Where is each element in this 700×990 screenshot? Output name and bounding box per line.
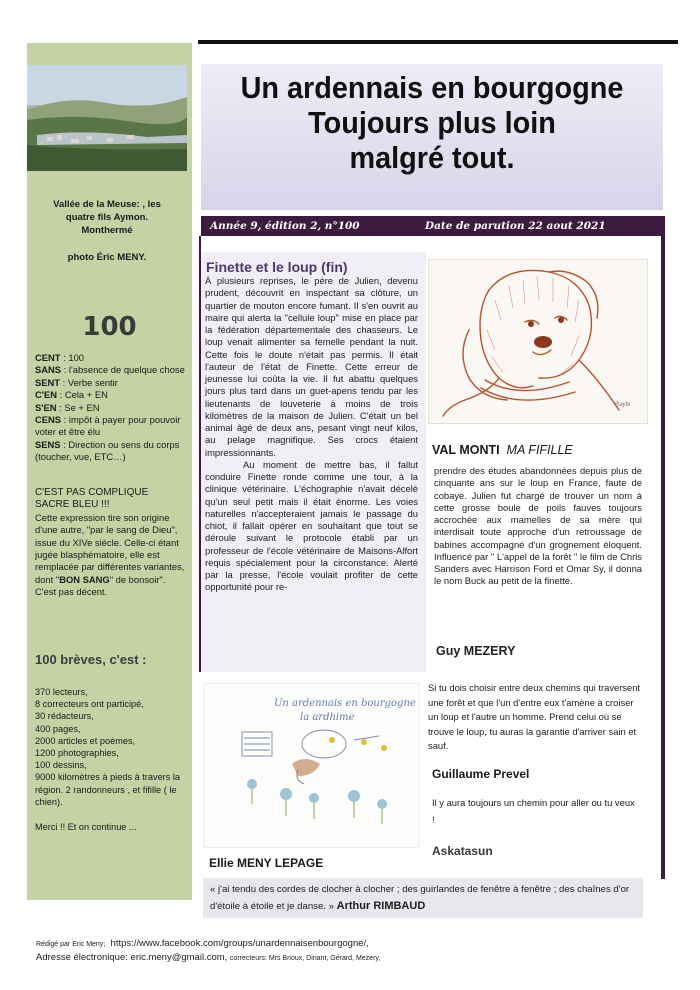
expression-note — [35, 487, 185, 599]
definition-sep: : — [61, 414, 69, 426]
definition-sep: : — [60, 352, 69, 363]
article-title: Finette et le loup (fin) — [206, 259, 348, 275]
definition-term: C'EN — [35, 389, 58, 401]
rimbaud-text: « j'ai tendu des cordes de clocher à clocher ; des guirlandes de fenêtre à fenêtre ; des chaînes d'or d'étoile à étoile et je danse. » — [210, 884, 630, 912]
valmonti-body: prendre des études abandonnées depuis plus de cinquante ans sur le loup en France, faute de cobaye. Julien fut chargé de trouver un nom à cette grosse boule de poils fauves toujours accrochée aux mamelles de sa mère qui interdisait toute approche d'un retroussage de babines accompagné d'un grognement éloquent. Influencé par " L'appel de la forêt " le film de Chris Sanders avec Harrison Ford et Omar Sy, il donna le nom Buck au petit de la finette. — [434, 465, 642, 587]
title-line: Un ardennais en bourgogne — [240, 70, 624, 105]
footer-label: Rédigé par Eric Meny; — [36, 941, 106, 948]
definition-text: Direction ou sens du corps (toucher, vue, ETC…) — [35, 438, 180, 463]
page-title — [217, 70, 647, 175]
definition-text: 100 — [68, 352, 85, 363]
definition-item — [35, 389, 185, 401]
article-paragraph: À plusieurs reprises, le père de Julien, devenu prudent, découvrit en inspectant sa clôture, un quartier de mouton encore fumant. Il s'en ouvrit au maire qui alerta la "cellule loup" mise en place par la fédération départementale des chasseurs. Le loup venait alimenter sa femelle pendant la nuit. Cette fois le doute n'était pas permis. Il était l'auteur de l'état de Finette. Cette erreur de jeunesse lui coûta la vie. Il fut abattu quelques jours plus tard dans un guet-apens tendu par les lieutenants de louveterie à moins de trois kilomètres de la maison de Julien. C'était un bel animal âgé de deux ans, pesant vingt neuf kilos, au pelage magnifique. Ses crocs étaient impressionnants. — [205, 275, 418, 458]
kid-line: Un ardennais en bourgogne — [274, 698, 416, 709]
bon-sang: BON SANG — [59, 573, 110, 585]
definition-text: Se + EN — [64, 401, 100, 413]
article-paragraph: Au moment de mettre bas, il fallut conduire Finette ronde comme une tour, à la clinique vétérinaire. L'échographie n'avait décelé qu'un seul petit mais il était énorme. Les voies naturelles n'accepteraient jamais le passage du chiot, il fallait opérer en souhaitant que tout se déroule suivant le protocole établi par un professeur de l'école vétérinaire de Maisons-Alfort requis spécialement pour la circonstance. Alerté par la presse, l'école voulait profiter de cette opportunité pour re- — [205, 458, 418, 593]
article-body — [205, 275, 418, 594]
author-prevel: Guillaume Prevel — [432, 767, 530, 781]
askatasun-signature: Askatasun — [432, 844, 493, 858]
definition-term: SANS — [35, 364, 62, 376]
rimbaud-author: Arthur RIMBAUD — [336, 900, 426, 912]
author-ellie: Ellie MENY LEPAGE — [209, 856, 324, 870]
breve-item: 9000 kilomètres à pieds à travers la région. 2 randonneurs , et fifille ( le chien). — [35, 772, 181, 807]
origin-text: Cette expression tire son origine d'une autre, "par le sang de Dieu", issue du XIVe siècle. Celle-ci étant jugée blasphématoire, elle est remplacée par différentes variantes, dont " — [35, 511, 185, 585]
definition-term: SENS — [35, 438, 61, 450]
caption-line: Monthermé — [81, 225, 133, 236]
top-rule — [198, 40, 678, 44]
valmonti-subtitle: MA FIFILLE — [506, 443, 573, 457]
definition-sep: : — [56, 401, 65, 413]
definition-sep: : — [61, 364, 69, 376]
author-guy: Guy MEZERY — [436, 644, 516, 658]
breve-item: 400 pages, — [35, 723, 81, 734]
definition-text: Verbe sentir — [67, 376, 118, 388]
definition-term: CENS — [35, 414, 62, 426]
definition-item — [35, 414, 185, 439]
definition-item — [35, 377, 185, 389]
caption-line: quatre fils Aymon. — [65, 212, 149, 223]
definition-sep: : — [60, 438, 69, 450]
chemin-line: Il y aura toujours un chemin pour aller ou tu veux ! — [432, 797, 635, 825]
kid-line: la ardhime — [300, 712, 355, 723]
definition-text: Cela + EN — [64, 389, 108, 401]
definition-item — [35, 352, 185, 364]
email-link[interactable]: eric.meny@gmail.com, — [130, 952, 228, 963]
caption-line: Vallée de la Meuse: , les — [53, 199, 161, 210]
valmonti-heading — [432, 443, 573, 457]
definitions-list — [35, 352, 185, 464]
photo-credit: photo Éric MENY. — [67, 252, 147, 263]
definition-text: l'absence de quelque chose — [68, 364, 185, 376]
correcteurs-text: correcteurs: Mrs Brioux, Dinant, Gérard, Mezery, — [229, 955, 381, 962]
origin-text-end: " de bonsoir". — [109, 573, 166, 585]
footer-line — [36, 952, 380, 963]
expression-end: C'est pas décent. — [35, 586, 108, 598]
breves-title: 100 brèves, c'est : — [35, 652, 147, 667]
definition-term: CENT — [35, 352, 61, 363]
breve-item: 8 correcteurs ont participé, — [35, 699, 144, 710]
publication-date: Date de parution 22 aout 2021 — [425, 220, 606, 232]
breve-item: 370 lecteurs, — [35, 687, 88, 697]
expression-origin — [35, 512, 185, 586]
big-number: 100 — [82, 312, 137, 342]
frame-rule — [661, 236, 665, 879]
edition-number: Année 9, édition 2, n°100 — [210, 220, 360, 232]
breve-item: 100 dessins, — [35, 760, 87, 771]
definition-term: S'EN — [35, 401, 57, 413]
valmonti-name: VAL MONTI — [432, 443, 500, 457]
breve-item: 2000 articles et poèmes, — [35, 735, 136, 746]
definition-sep: : — [57, 389, 65, 401]
child-drawing — [203, 683, 420, 848]
breve-item: 1200 photographies, — [35, 748, 119, 759]
dog-drawing — [428, 259, 648, 424]
definition-term: SENT — [35, 376, 61, 388]
definition-item — [35, 364, 185, 376]
title-line: Toujours plus loin — [308, 105, 556, 140]
breves-list — [35, 686, 185, 808]
definition-sep: : — [60, 376, 68, 388]
definition-item — [35, 402, 185, 414]
footer-line — [36, 938, 369, 949]
dog-signature: Raybi — [615, 402, 631, 408]
definition-item — [35, 439, 185, 464]
chemin-quote: Si tu dois choisir entre deux chemins qui traversent une forêt et que l'un d'entre eux t'amène à croiser un loup et l'autre un homme. Prend celui où se trouve le loup, tu auras la garantie d'arriver sain et sauf. — [428, 682, 641, 752]
facebook-link[interactable]: https://www.facebook.com/groups/unardennaisenbourgogne/, — [110, 938, 369, 949]
merci-text: Merci !! Et on continue ... — [35, 822, 137, 832]
definition-text: impôt à payer pour pouvoir voter et être élu — [35, 414, 181, 438]
breve-item: 30 rédacteurs, — [35, 711, 94, 722]
rimbaud-quote — [210, 882, 640, 915]
expression-title: C'EST PAS COMPLIQUE SACRE BLEU !!! — [35, 487, 149, 511]
title-line: malgré tout. — [349, 140, 515, 175]
footer-label: Adresse électronique: — [36, 952, 128, 963]
photo-caption — [32, 198, 182, 237]
meuse-valley-photo — [27, 65, 187, 171]
